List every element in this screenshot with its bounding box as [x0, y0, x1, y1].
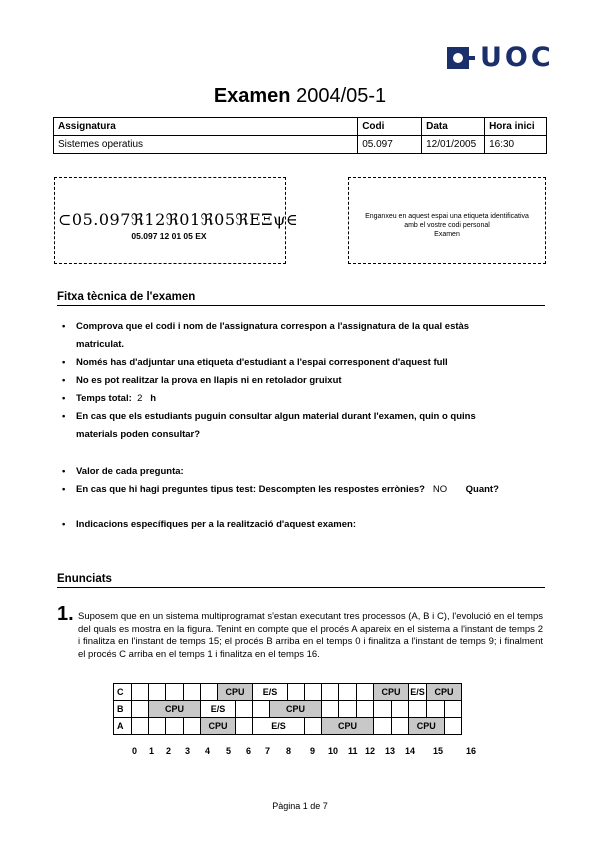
uoc-logo [447, 42, 554, 74]
value-hora: 16:30 [485, 136, 547, 154]
empty-cell [356, 701, 373, 718]
barcode-code: 05.097 12 01 05 EX [131, 231, 207, 241]
bullet-dot-icon: • [62, 466, 66, 477]
time-tick: 16 [466, 746, 477, 756]
empty-cell [166, 684, 183, 701]
empty-cell [339, 701, 356, 718]
time-tick: 6 [246, 746, 252, 756]
cpu-burst-cell: CPU [218, 684, 253, 701]
title-period: 2004/05-1 [296, 85, 387, 107]
empty-cell [288, 684, 305, 701]
empty-cell [183, 718, 200, 735]
empty-cell [305, 718, 322, 735]
value-assignatura: Sistemes operatius [54, 136, 358, 154]
cpu-burst-cell: CPU [201, 718, 236, 735]
time-tick: 3 [185, 746, 191, 756]
page-title [0, 85, 600, 108]
time-tick: 13 [385, 746, 396, 756]
bullet-2-text: Només has d'adjuntar una etiqueta d'estudiant a l'espai corresponent d'aquest full [76, 357, 448, 368]
descompten-value: NO [432, 484, 448, 495]
enunciats-heading: Enunciats [57, 573, 545, 588]
bullet-1-line2: matriculat. [76, 339, 125, 350]
temps-unit: h [150, 393, 157, 404]
process-row-c [114, 684, 462, 701]
time-tick: 5 [226, 746, 232, 756]
time-tick: 15 [433, 746, 444, 756]
bullet-5-line2: materials poden consultar? [76, 429, 201, 440]
io-cell: E/S [253, 684, 288, 701]
empty-cell [322, 701, 339, 718]
empty-cell [132, 701, 149, 718]
temps-value: 2 [137, 393, 143, 404]
header-assignatura: Assignatura [54, 118, 358, 136]
time-tick: 10 [328, 746, 339, 756]
empty-cell [409, 701, 427, 718]
process-timeline-table [113, 683, 462, 735]
bullet-8-text: Indicacions específiques per a la realització d'aquest examen: [76, 519, 356, 530]
empty-cell [253, 701, 270, 718]
empty-cell [132, 718, 149, 735]
bullet-4-text [76, 393, 156, 404]
empty-cell [374, 718, 392, 735]
logo-dot-icon [453, 53, 463, 63]
empty-cell [374, 701, 392, 718]
bullet-3-text: No es pot realitzar la prova en llapis ni en retolador gruixut [76, 375, 342, 386]
io-cell: E/S [253, 718, 305, 735]
time-tick: 1 [149, 746, 155, 756]
cpu-burst-cell: CPU [322, 718, 374, 735]
bullet-1-line1: Comprova que el codi i nom de l'assignatura correspon a l'assignatura de la qual estàs [76, 321, 470, 332]
question-number: 1. [57, 603, 74, 625]
empty-cell [183, 684, 200, 701]
empty-cell [391, 701, 409, 718]
empty-cell [339, 684, 356, 701]
time-tick: 9 [310, 746, 316, 756]
bullet-dot-icon: • [62, 484, 66, 495]
logo-text: UOC [480, 42, 554, 73]
bullet-dot-icon: • [62, 411, 66, 422]
temps-label: Temps total: [76, 393, 132, 404]
bullet-dot-icon: • [62, 357, 66, 368]
empty-cell [132, 684, 149, 701]
bullet-dot-icon: • [62, 393, 66, 404]
empty-cell [391, 718, 409, 735]
header-codi: Codi [358, 118, 422, 136]
descompten-label: En cas que hi hagi preguntes tipus test: Descompten les respostes errònies? [76, 484, 425, 495]
value-codi: 05.097 [358, 136, 422, 154]
empty-cell [166, 718, 183, 735]
empty-cell [444, 718, 462, 735]
bullet-5-line1: En cas que els estudiants puguin consultar algun material durant l'examen, quin o quins [76, 411, 476, 422]
empty-cell [236, 701, 253, 718]
bullet-7-text [76, 484, 499, 495]
cpu-burst-cell: CPU [409, 718, 445, 735]
time-tick: 14 [405, 746, 416, 756]
empty-cell [356, 684, 373, 701]
question-text: Suposem que en un sistema multiprogramat s'estan executant tres processos (A, B i C), l'evolució en el temps del quals es mostra en la figura. Tenint en compte que el procés A apareix en el sistema a l'instant de temps 2 i finalitza en l'instant de temps 15; el procés B arriba en el temps 0 i finalitza a l'instant de temps 9; i finalment el procés C arriba en el temps 1 i finalitza en el temps 16. [78, 611, 543, 660]
bullet-6-text: Valor de cada pregunta: [76, 466, 184, 477]
cpu-burst-cell: CPU [270, 701, 322, 718]
bullet-dot-icon: • [62, 321, 66, 332]
label-box-line2: amb el vostre codi personal [404, 222, 490, 229]
empty-cell [236, 718, 253, 735]
label-box-line3: Examen [434, 231, 460, 238]
bullet-dot-icon: • [62, 375, 66, 386]
process-label: B [114, 701, 132, 718]
empty-cell [427, 701, 445, 718]
barcode-symbols: ⊂05.097ℜ12ℜ01ℜ05ℜΕΞψ∈ [58, 210, 299, 229]
time-tick: 7 [265, 746, 271, 756]
time-tick: 12 [365, 746, 376, 756]
process-row-b [114, 701, 462, 718]
exam-info-table [53, 117, 547, 154]
process-label: C [114, 684, 132, 701]
cpu-burst-cell: CPU [427, 684, 462, 701]
empty-cell [201, 684, 218, 701]
process-label: A [114, 718, 132, 735]
header-hora: Hora inici [485, 118, 547, 136]
cpu-burst-cell: CPU [374, 684, 409, 701]
empty-cell [149, 684, 166, 701]
fitxa-heading: Fitxa tècnica de l'examen [57, 291, 545, 306]
time-tick: 0 [132, 746, 138, 756]
time-tick: 8 [286, 746, 292, 756]
time-tick: 11 [348, 746, 358, 756]
process-row-a [114, 718, 462, 735]
empty-cell [444, 701, 462, 718]
io-cell: E/S [409, 684, 427, 701]
logo-bar-icon [469, 56, 475, 60]
empty-cell [322, 684, 339, 701]
value-data: 12/01/2005 [422, 136, 485, 154]
title-bold: Examen [213, 85, 291, 107]
time-tick: 4 [205, 746, 211, 756]
time-tick: 2 [166, 746, 172, 756]
io-cell: E/S [201, 701, 236, 718]
page-footer: Pàgina 1 de 7 [272, 801, 328, 811]
quant-label: Quant? [465, 484, 499, 495]
empty-cell [305, 684, 322, 701]
cpu-burst-cell: CPU [149, 701, 201, 718]
bullet-dot-icon: • [62, 519, 66, 530]
empty-cell [149, 718, 166, 735]
header-data: Data [422, 118, 485, 136]
label-box-text [352, 212, 542, 239]
label-box-line1: Enganxeu en aquest espai una etiqueta identificativa [365, 213, 529, 220]
